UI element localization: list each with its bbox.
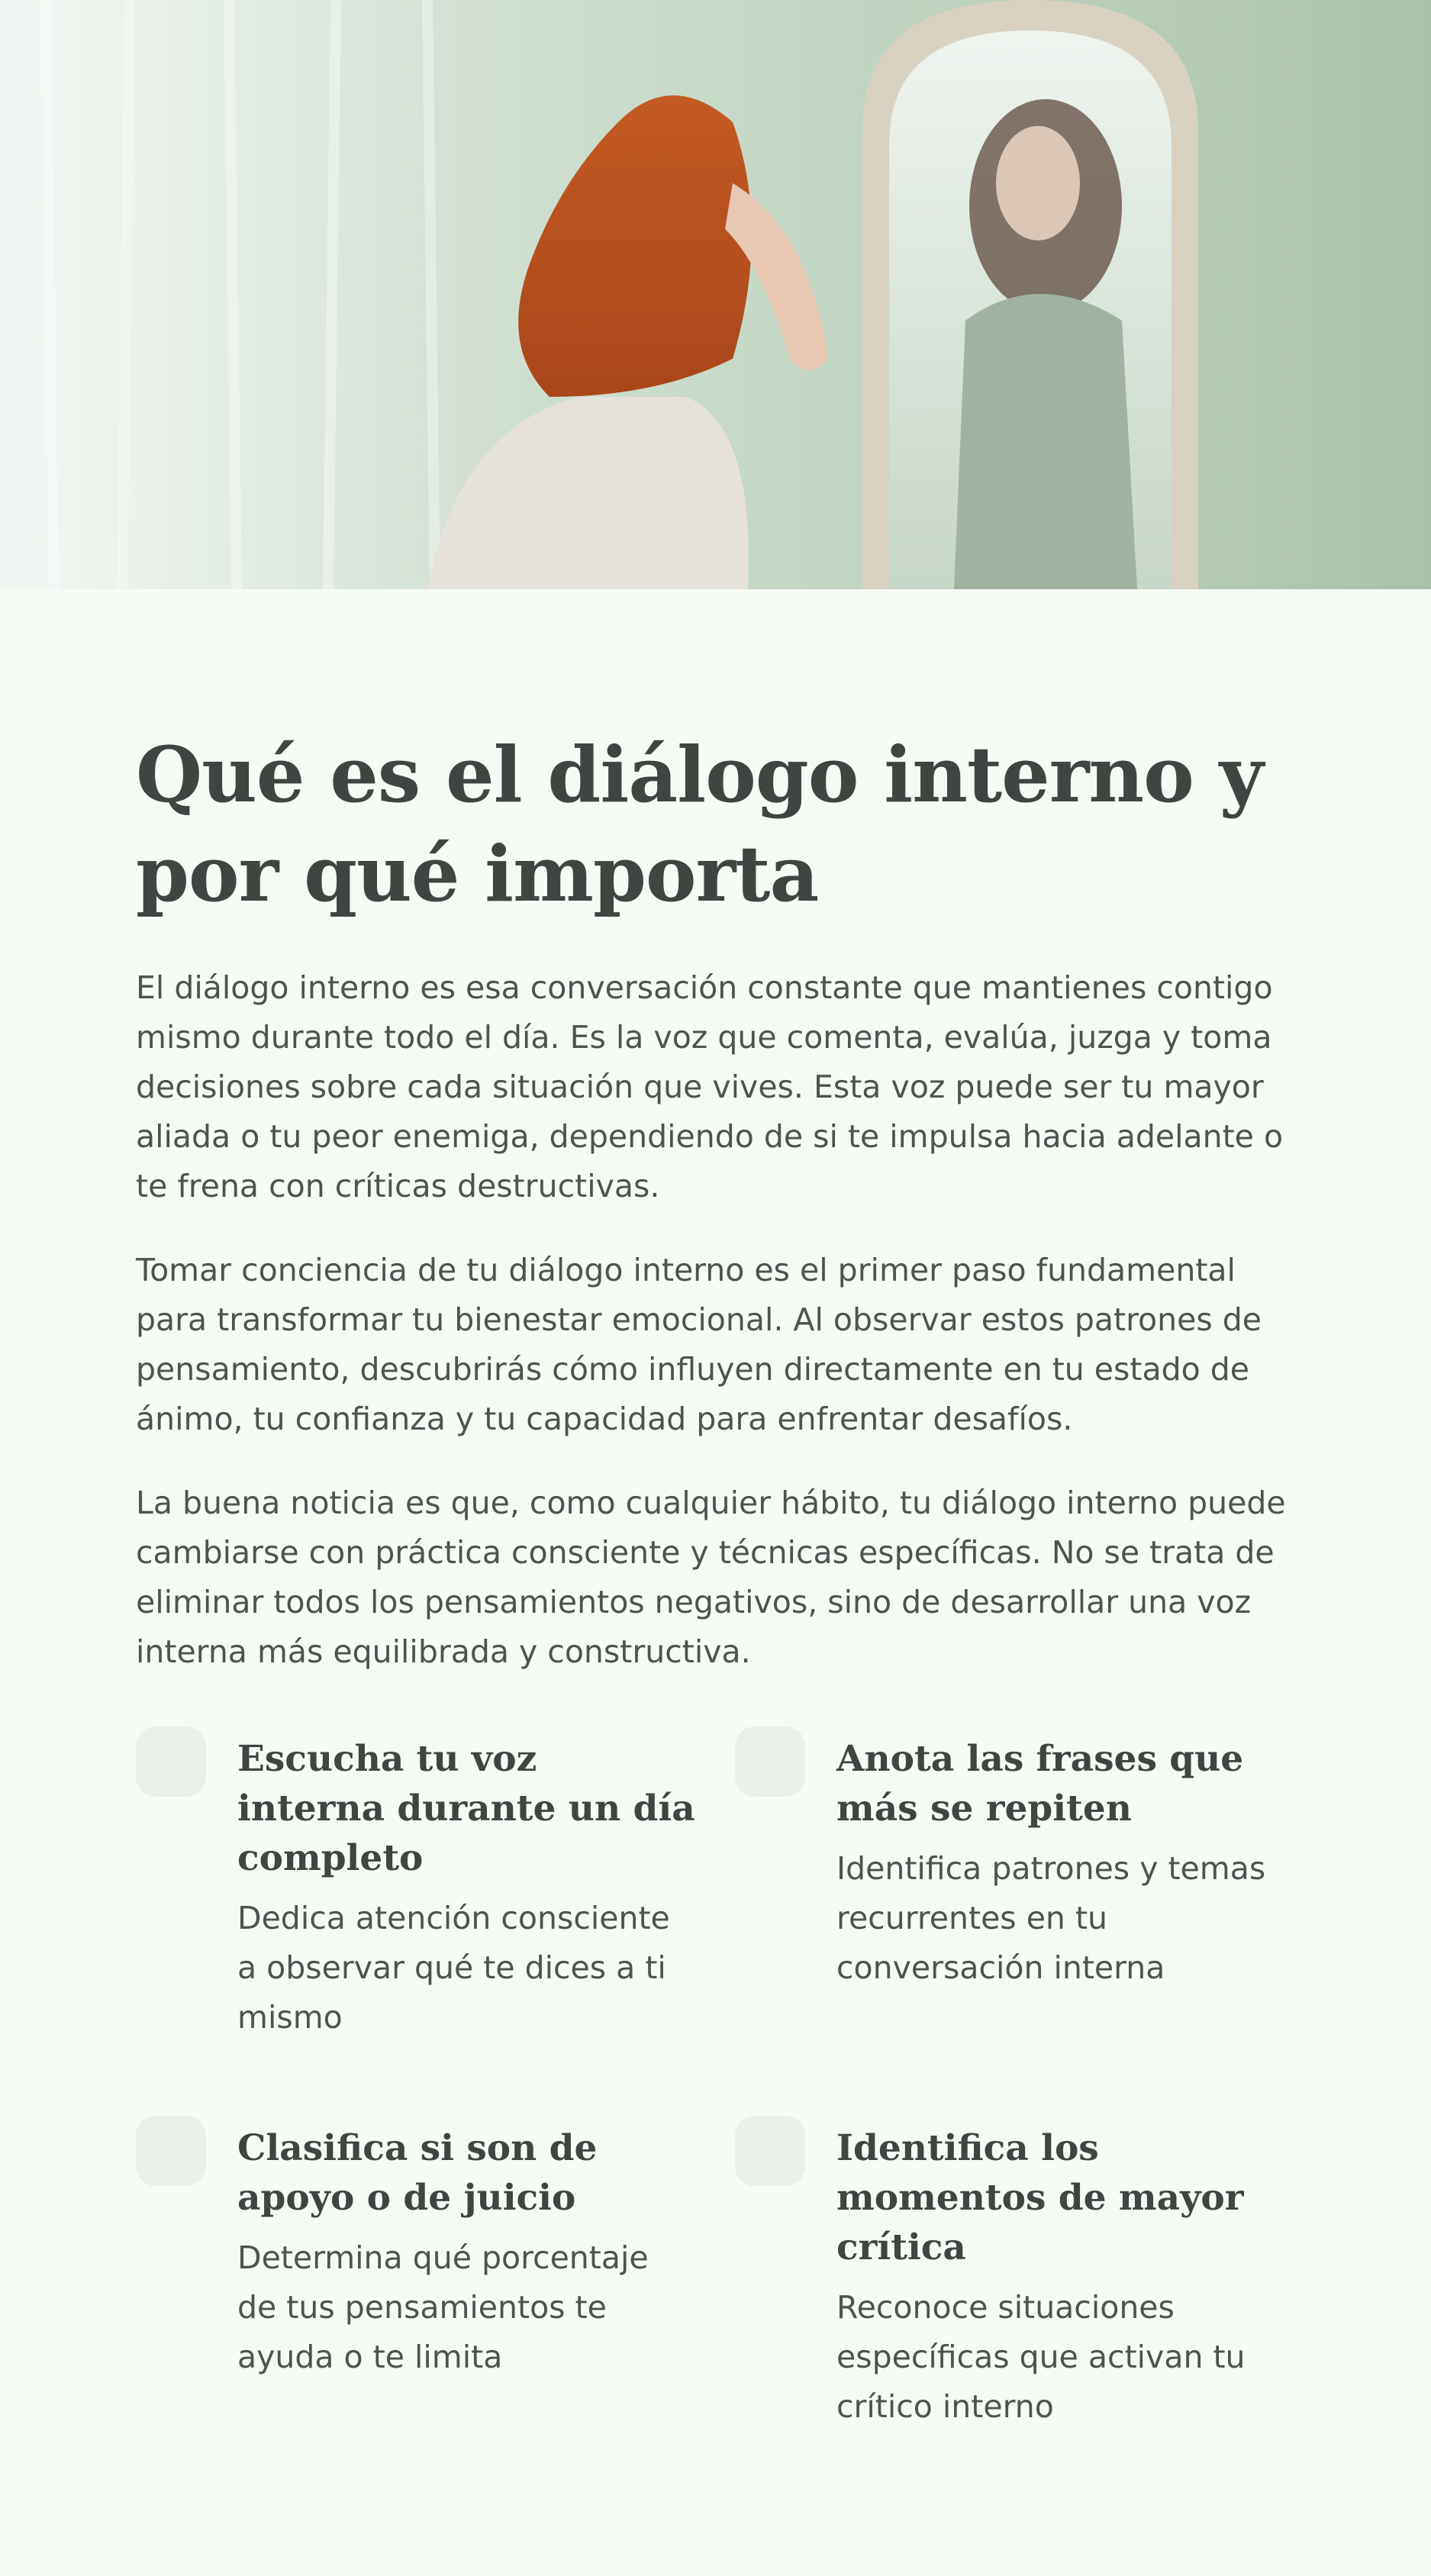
step-badge	[136, 1726, 206, 1797]
step-description: Reconoce situaciones específicas que activan tu crítico interno	[836, 2289, 1246, 2425]
step-body	[836, 1734, 1294, 1993]
step-description: Dedica atención consciente a observar qué te dices a ti mismo	[237, 1900, 670, 2036]
paragraph: Tomar conciencia de tu diálogo interno es el primer paso fundamental para transformar tu bienestar emocional. Al observar estos patrones de pensamiento, descubrirás cómo influyen directamente en tu estado de ánimo, tu confianza y tu capacidad para enfrentar desafíos.	[136, 1252, 1262, 1437]
page-title: Qué es el diálogo interno y por qué importa	[136, 730, 1263, 919]
step-body	[836, 2123, 1294, 2432]
step-description: Identifica patrones y temas recurrentes en tu conversación interna	[836, 1850, 1266, 1986]
step-title: Identifica los momentos de mayor crítica	[836, 2127, 1244, 2268]
step-body	[237, 1734, 695, 2042]
step-body	[237, 2123, 695, 2382]
hero-image	[0, 0, 1431, 589]
steps-grid	[136, 1726, 1311, 2490]
step-badge	[735, 1726, 805, 1797]
article-body	[136, 963, 1311, 1711]
step-badge	[136, 2116, 206, 2186]
step-badge	[735, 2116, 805, 2186]
paragraph: El diálogo interno es esa conversación constante que mantienes contigo mismo durante todo el día. Es la voz que comenta, evalúa, juzga y toma decisiones sobre cada situación que vives. Esta voz puede ser tu mayor aliada o tu peor enemiga, dependiendo de si te impulsa hacia adelante o te frena con críticas destructivas.	[136, 969, 1284, 1204]
step-title: Anota las frases que más se repiten	[836, 1738, 1244, 1830]
step-title: Escucha tu voz interna durante un día completo	[237, 1738, 695, 1879]
paragraph: La buena noticia es que, como cualquier hábito, tu diálogo interno puede cambiarse con práctica consciente y técnicas específicas. No se trata de eliminar todos los pensamientos negativos, sino de desarrollar una voz interna más equilibrada y constructiva.	[136, 1485, 1286, 1670]
step-title: Clasifica si son de apoyo o de juicio	[237, 2127, 598, 2219]
step-description: Determina qué porcentaje de tus pensamientos te ayuda o te limita	[237, 2239, 649, 2375]
article-content	[0, 589, 1431, 2576]
